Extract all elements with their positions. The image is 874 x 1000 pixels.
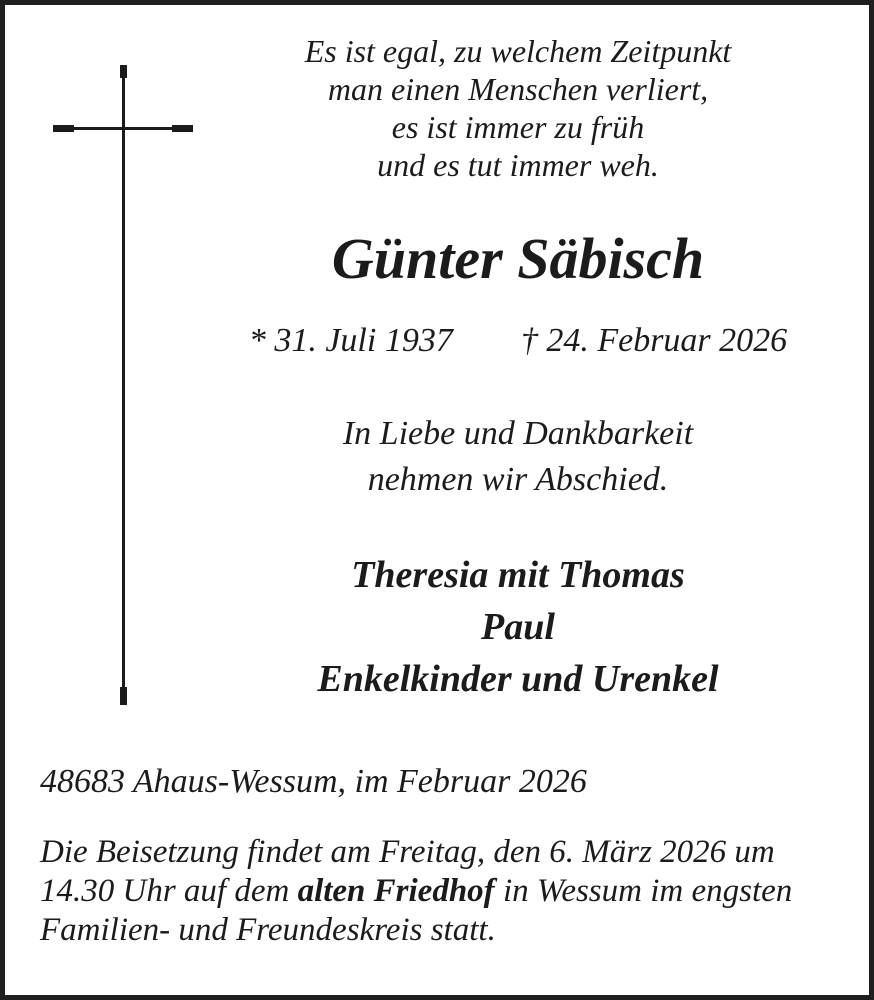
- birth-date: * 31. Juli 1937: [248, 322, 453, 359]
- deceased-name: Günter Säbisch: [331, 226, 705, 291]
- farewell-text: [167, 411, 869, 503]
- opening-verse: [167, 32, 869, 184]
- burial-text: in Wessum im engsten: [494, 873, 793, 909]
- place-date-line: 48683 Ahaus-Wessum, im Februar 2026: [40, 763, 587, 800]
- burial-location-emphasis: alten Friedhof: [297, 873, 495, 909]
- burial-announcement: [40, 833, 854, 950]
- cross-cap-bottom: [120, 687, 127, 705]
- verse-line: es ist immer zu früh: [391, 109, 645, 145]
- verse-line: man einen Menschen verliert,: [327, 71, 709, 107]
- cross-stem: [122, 65, 125, 705]
- mourner-line: Paul: [481, 606, 555, 648]
- mourner-line: Enkelkinder und Urenkel: [317, 658, 719, 700]
- farewell-line: In Liebe und Dankbarkeit: [342, 415, 694, 452]
- burial-line-2: [40, 872, 854, 911]
- burial-text: Familien- und Freundeskreis statt.: [40, 912, 496, 948]
- burial-line-1: [40, 833, 854, 872]
- verse-line: und es tut immer weh.: [377, 147, 659, 183]
- life-dates: [167, 321, 869, 361]
- burial-text: Die Beisetzung findet am Freitag, den 6. März 2026 um: [40, 834, 775, 870]
- mourner-line: Theresia mit Thomas: [351, 554, 685, 596]
- cross-cap-left: [53, 125, 74, 132]
- burial-text: 14.30 Uhr auf dem: [40, 873, 298, 909]
- mourners-list: [167, 549, 869, 705]
- death-date: † 24. Februar 2026: [520, 322, 788, 359]
- burial-line-3: [40, 911, 854, 950]
- cross-cap-top: [120, 65, 127, 78]
- verse-line: Es ist egal, zu welchem Zeitpunkt: [304, 33, 732, 69]
- farewell-line: nehmen wir Abschied.: [367, 461, 669, 498]
